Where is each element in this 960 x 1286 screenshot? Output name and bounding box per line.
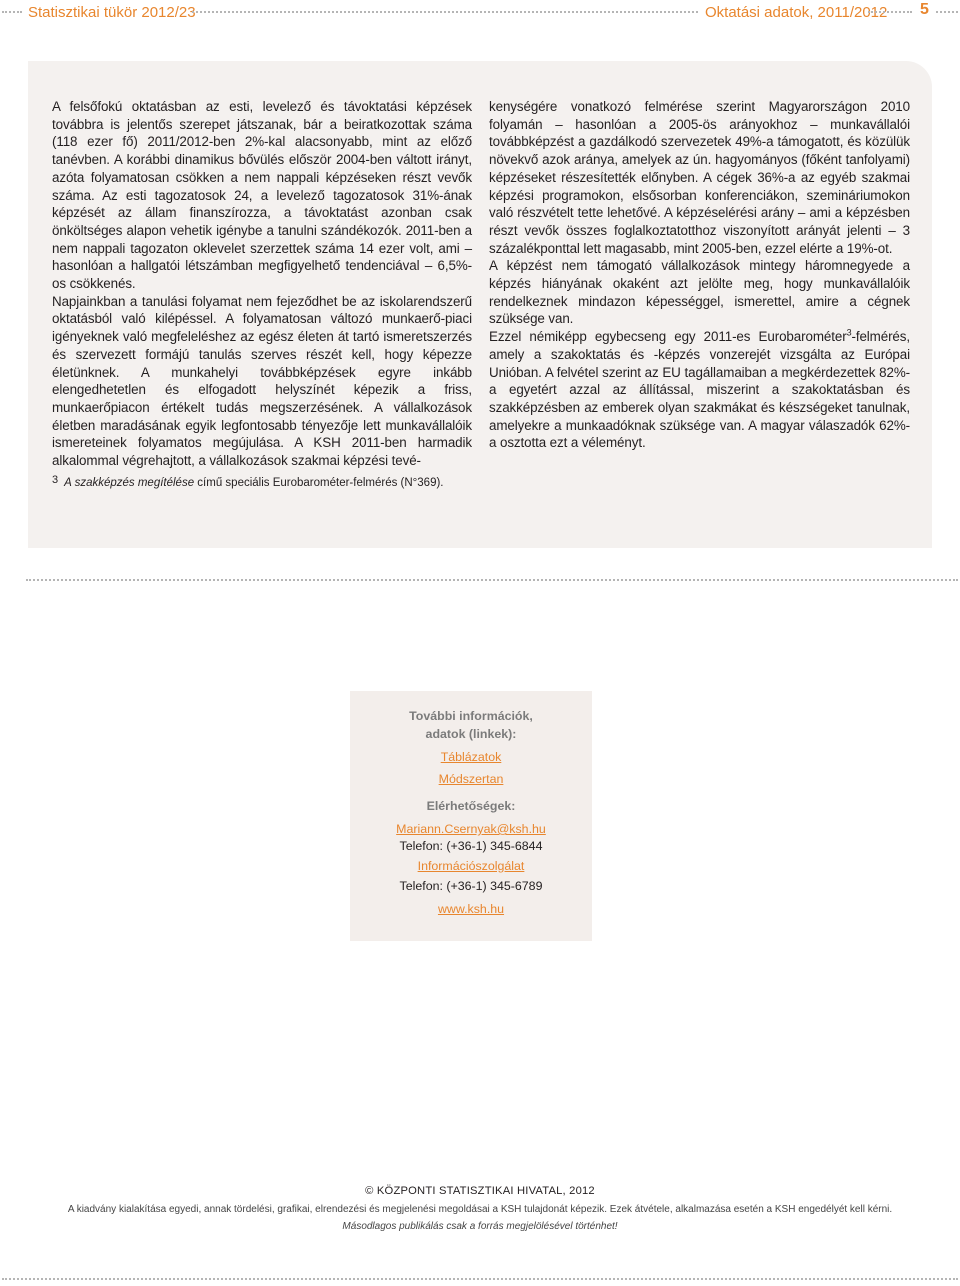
box-top-spacing bbox=[350, 691, 592, 707]
eurobarometer-text-end: -felmérés, amely a szakoktatás és -képzés vonzerejét vizsgálta az Európai Unióban. A felvétel szerint az EU tagállamaiban a megkérdezettek 82%-a egyetért azzal az állítással, miszerint a szakoktatásban és szakképzésben az emberek olyan szakmákat és készségeket tanulnak, amelyekre a munkaadóknak szüksége van. A magyar válaszadók 62%-a osztotta ezt a véleményt. bbox=[489, 329, 910, 451]
header-publication-title: Statisztikai tükör 2012/23 bbox=[28, 4, 196, 21]
footnote-title: A szakképzés megítélése bbox=[64, 477, 195, 489]
box-spacing bbox=[350, 789, 592, 797]
more-info-box bbox=[350, 691, 592, 941]
footnote-text: című speciális Eurobarométer-felmérés (N°369). bbox=[194, 477, 444, 489]
page-number: 5 bbox=[920, 1, 929, 18]
header-dotted-rule-right bbox=[868, 11, 912, 13]
footer-republication-notice: Másodlagos publikálás csak a forrás megjelölésével történhet! bbox=[342, 1221, 618, 1232]
header-section-title: Oktatási adatok, 2011/2012 bbox=[705, 4, 888, 21]
paragraph-eurobarometer bbox=[489, 328, 910, 452]
methodology-link[interactable]: Módszertan bbox=[438, 772, 504, 786]
eurobarometer-text-start: Ezzel némiképp egybecseng egy 2011-es Eurobarométer bbox=[489, 329, 847, 345]
website-link[interactable]: www.ksh.hu bbox=[437, 902, 505, 916]
paragraph-no-training-reasons: A képzést nem támogató vállalkozások mintegy háromnegyede a képzés hiányának okaként azt jelölte meg, hogy munkavállalóik rendelkeznek mindazon képességgel, ismerettel, amire a cégnek szüksége van. bbox=[489, 258, 910, 327]
contact-email-link[interactable]: Mariann.Csernyak@ksh.hu bbox=[396, 822, 546, 836]
section-dotted-rule bbox=[26, 579, 958, 581]
footer-dotted-rule bbox=[2, 1278, 958, 1280]
more-info-heading-line2: adatok (linkek): bbox=[425, 727, 517, 741]
paragraph-nonday-students: A felsőfokú oktatásban az esti, levelező és távoktatási képzések továbbra is jelentős szerepet játszanak, bár a beiratkozottak száma (118 ezer fő) 2011/2012-ben 2%-kal alacsonyabb, mint az előző tanévben. A korábbi dinamikus bővülés először 2004-ben váltott irányt, azóta folyamatosan csökken a nem nappali képzéseken részt vevők száma. Az esti tagozatosok 24, a levelező tagozatosok 31%-ának képzését az állam finanszírozza, a távoktatást azonban csak önköltséges alapon vehetik igénybe a tanulni szándékozók. 2011-ben a nem nappali tagozaton oklevelet szerzettek száma 14 ezer volt, ami – hasonlóan a hallgatói létszámban megfigyelhető tendenciával – 6,5%-os csökkenés. bbox=[52, 99, 472, 292]
header-dotted-rule-end bbox=[936, 11, 958, 13]
footnote-number: 3 bbox=[52, 474, 59, 486]
footer-rights-notice: A kiadvány kialakítása egyedi, annak tördelési, grafikai, elrendezési és megjelenési megoldásai a KSH tulajdonát képezik. Ezek átvétele, alkalmazása esetén a KSH engedélyét kell kérni. bbox=[67, 1204, 893, 1215]
information-service-link[interactable]: Információszolgálat bbox=[417, 859, 525, 873]
footer-copyright: © KÖZPONTI STATISZTIKAI HIVATAL, 2012 bbox=[365, 1185, 595, 1197]
tables-link[interactable]: Táblázatok bbox=[440, 750, 502, 764]
footnote bbox=[52, 474, 444, 489]
left-text-column bbox=[52, 98, 472, 470]
header-dotted-rule-middle bbox=[192, 11, 698, 13]
contacts-heading: Elérhetőségek: bbox=[426, 799, 516, 813]
header-dotted-rule-left bbox=[2, 11, 22, 13]
information-service-phone: Telefon: (+36-1) 345-6789 bbox=[399, 879, 543, 893]
paragraph-lifelong-learning: Napjainkban a tanulási folyamat nem fejeződhet be az iskolarendszerű oktatásból való kilépéssel. A folyamatosan változó munkaerő-piaci igényeknek való megfeleléshez az egész életen át tartó ismeretszerzés és szervezett formájú tanulás szerves részét kell, hogy képezze életünknek. A munkahelyi továbbképzések egyre inkább elengedhetetlen és elfogadott helyszínét képezik a friss, munkaerőpiacon értékelt tudás megszerzésének. A vállalkozások életben maradásának egyik legfontosabb tényezője lett munkavállalóik ismereteinek folyamatos megújulása. A KSH 2011-ben harmadik alkalommal végrehajtott, a vállalkozások szakmai képzési tevé- bbox=[52, 293, 472, 469]
more-info-heading-line1: További információk, bbox=[409, 709, 533, 723]
footnote-reference[interactable]: 3 bbox=[846, 327, 852, 338]
right-text-column bbox=[489, 98, 910, 452]
paragraph-company-training: kenységére vonatkozó felmérése szerint Magyarországon 2010 folyamán – hasonlóan a 2005-ös arányokhoz – munkavállalói továbbképzést a gazdálkodó szervezetek 49%-a támogatott, és közülük növekvő azok aránya, amelyek az ún. hagyományos (főként tanfolyami) képzéseket részesítették előnyben. A cégek 36%-a az egyéb szakmai képzési programokon, elsősorban konferenciákon, szemináriumokon való részvételt tette lehetővé. A képzéselérési arány – ami a képzésben részt vevők összes foglalkoztatotthoz viszonyított arányát jelenti – 3 százalékponttal lett magasabb, mint 2005-ben, ezzel elérte a 19%-ot. bbox=[489, 99, 910, 256]
contact-phone: Telefon: (+36-1) 345-6844 bbox=[399, 839, 543, 853]
